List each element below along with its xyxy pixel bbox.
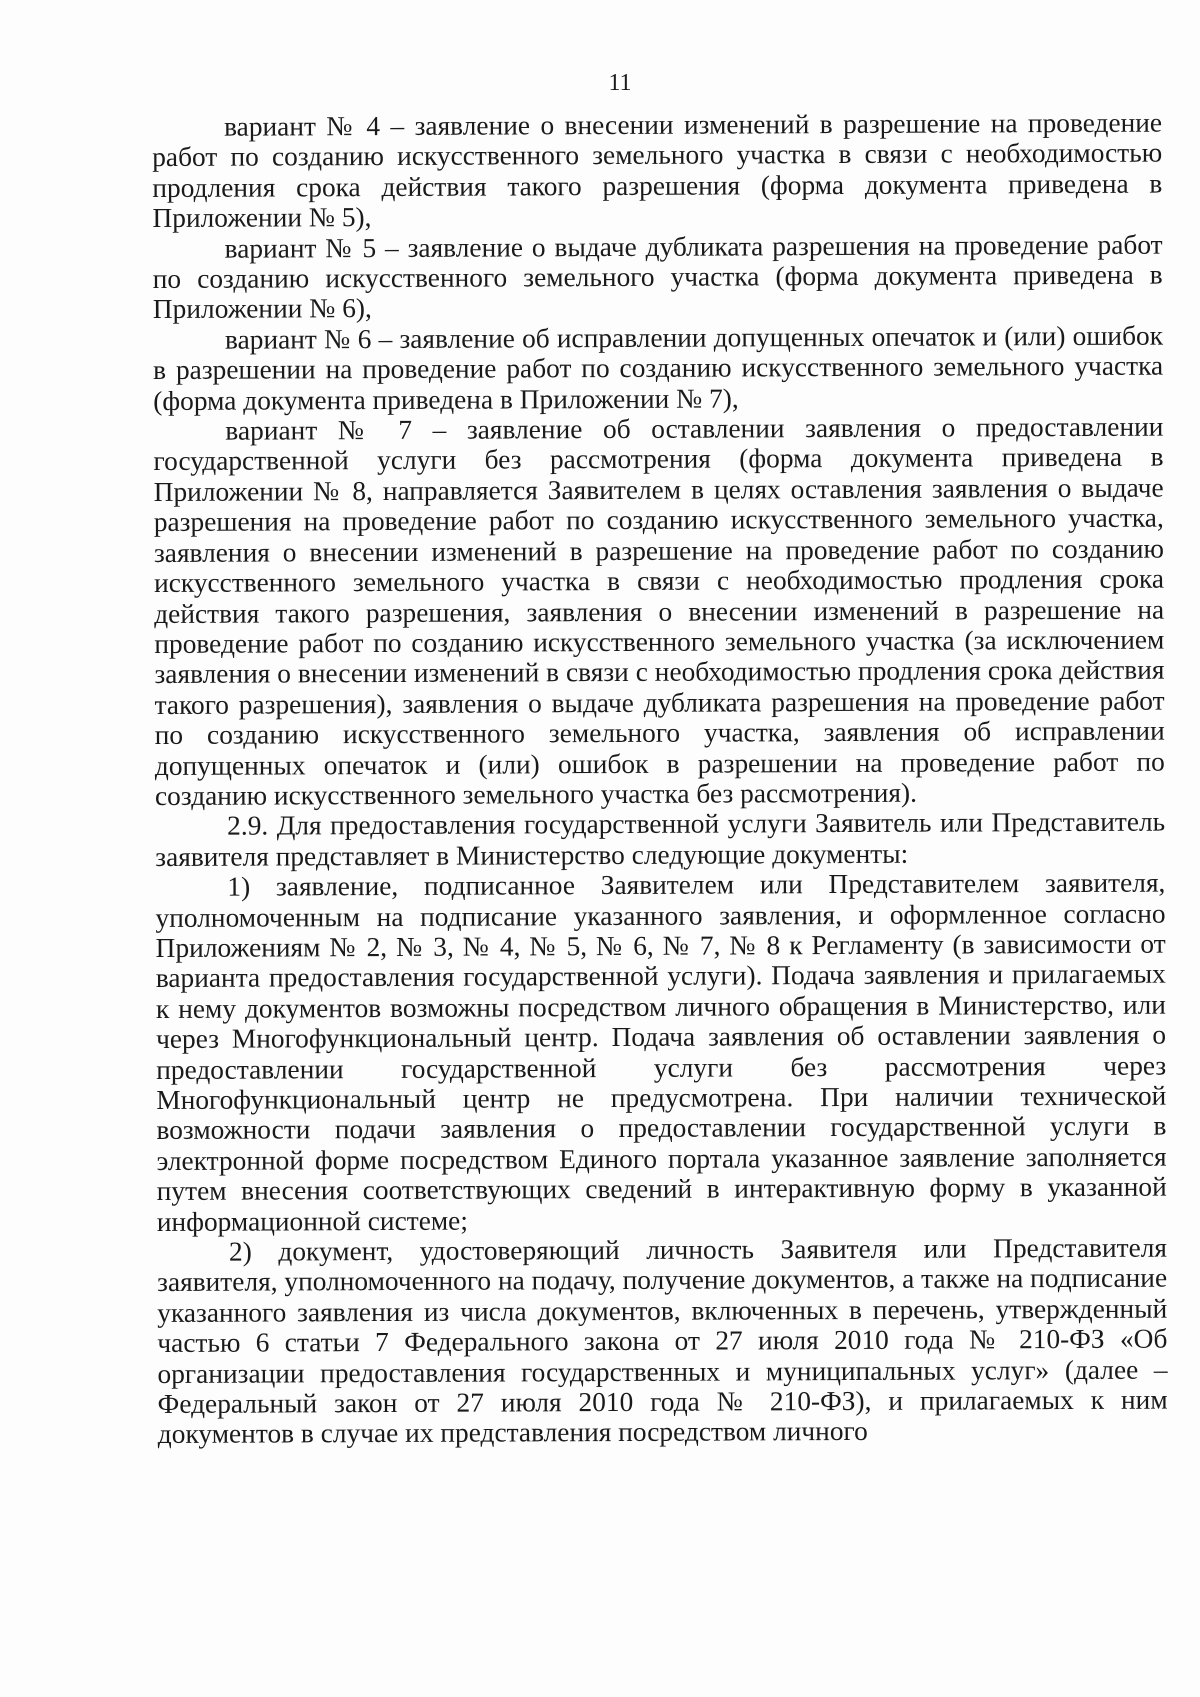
list-item-1-application: 1) заявление, подписанное Заявителем или Представителем заявителя, уполномоченным на подписание указанного заявления, и оформленное согласно Приложениям № 2, № 3, № 4, № 5, № 6, № 7, № 8 к Регламенту (в зависимости от варианта предоставления государственной услуги). Подача заявления и прилагаемых к нему документов возможны посредством личного обращения в Министерство, или через Многофункциональный центр. Подача заявления об оставлении заявления о предоставлении государственной услуги без рассмотрения через Многофункциональный центр не предусмотрена. При наличии технической возможности подачи заявления о предоставлении государственной услуги в электронной форме посредством Единого портала указанное заявление заполняется путем внесения соответствующих сведений в интерактивную форму в указанной информационной системе; (155, 867, 1167, 1237)
paragraph-variant-4: вариант № 4 – заявление о внесении изменений в разрешение на проведение работ по созданию искусственного земельного участка в связи с необходимостью продления срока действия такого разрешения (форма документа приведена в Приложении № 5), (152, 107, 1163, 234)
paragraph-variant-7: вариант № 7 – заявление об оставлении заявления о предоставлении государственной услуги без рассмотрения (форма документа приведена в Приложении № 8, направляется Заявителем в целях оставления заявления о выдаче разрешения на проведение работ по созданию искусственного земельного участка, заявления о внесении изменений в разрешение на проведение работ по созданию искусственного земельного участка в связи с необходимостью продления срока действия такого разрешения, заявления о внесении изменений в разрешение на проведение работ по созданию искусственного земельного участка (за исключением заявления о внесении изменений в связи с необходимостью продления срока действия такого разрешения), заявления о выдаче дубликата разрешения на проведение работ по созданию искусственного земельного участка, заявления об исправлении допущенных опечаток и (или) ошибок в разрешении на проведение работ по созданию искусственного земельного участка без рассмотрения). (153, 411, 1165, 811)
list-item-2-identity-document: 2) документ, удостоверяющий личность Заявителя или Представителя заявителя, уполномоченного на подачу, получение документов, а также на подписание указанного заявления из числа документов, включенных в перечень, утвержденный частью 6 статьи 7 Федерального закона от 27 июля 2010 года № 210-ФЗ «Об организации предоставления государственных и муниципальных услуг» (далее – Федеральный закон от 27 июля 2010 года № 210-ФЗ), и прилагаемых к ним документов в случае их представления посредством личного (157, 1232, 1168, 1450)
document-body (152, 108, 1168, 1450)
paragraph-section-2-9: 2.9. Для предоставления государственной услуги Заявитель или Представитель заявителя представляет в Министерство следующие документы: (155, 806, 1166, 872)
paragraph-variant-5: вариант № 5 – заявление о выдаче дубликата разрешения на проведение работ по созданию искусственного земельного участка (форма документа приведена в Приложении № 6), (152, 229, 1163, 325)
page-number: 11 (608, 70, 632, 96)
paragraph-variant-6: вариант № 6 – заявление об исправлении допущенных опечаток и (или) ошибок в разрешении на проведение работ по созданию искусственного земельного участка (форма документа приведена в Приложении № 7), (153, 320, 1164, 416)
